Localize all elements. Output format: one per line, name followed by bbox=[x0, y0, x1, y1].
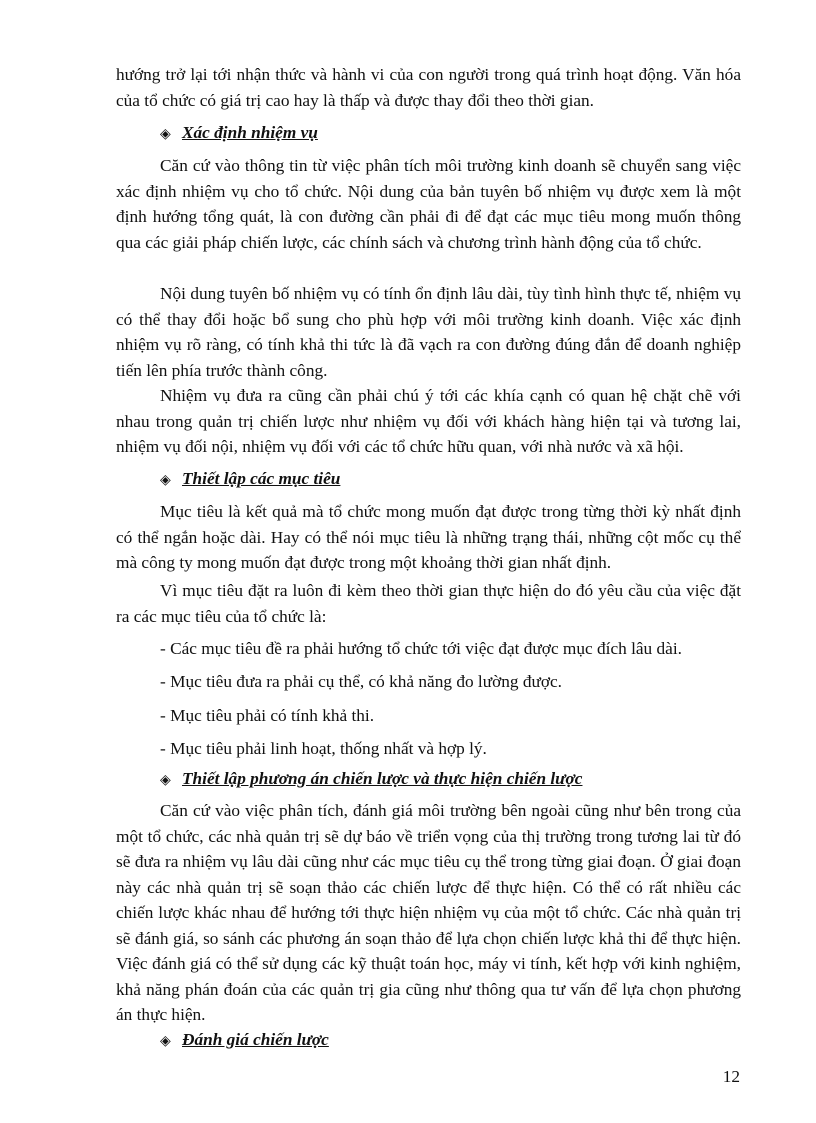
list-item: - Mục tiêu đưa ra phải cụ thể, có khả năng đo lường được. bbox=[160, 672, 562, 691]
section-heading-text: Thiết lập phương án chiến lược và thực hiện chiến lược bbox=[182, 769, 583, 788]
section-heading-objectives bbox=[160, 466, 340, 494]
section-heading-text: Thiết lập các mục tiêu bbox=[182, 469, 341, 488]
section-heading-text: Đánh giá chiến lược bbox=[182, 1030, 329, 1049]
section-heading-evaluation bbox=[160, 1027, 329, 1055]
diamond-bullet-icon: ◈ bbox=[160, 1033, 171, 1049]
diamond-bullet-icon: ◈ bbox=[160, 772, 171, 788]
paragraph: Nội dung tuyên bố nhiệm vụ có tính ổn định lâu dài, tùy tình hình thực tế, nhiệm vụ có thể thay đổi hoặc bổ sung cho phù hợp với môi trường kinh doanh. Việc xác định nhiệm vụ rõ ràng, có tính khả thi tức là đã vạch ra con đường đúng đắn để doanh nghiệp tiến lên phía trước thành công. bbox=[116, 284, 741, 380]
list-item: - Các mục tiêu đề ra phải hướng tổ chức tới việc đạt được mục đích lâu dài. bbox=[160, 639, 682, 658]
paragraph: Căn cứ vào việc phân tích, đánh giá môi trường bên ngoài cũng như bên trong của một tổ chức, các nhà quản trị sẽ dự báo về triển vọng của thị trường trong tương lai từ đó sẽ đưa ra nhiệm vụ lâu dài cũng như các mục tiêu cụ thể trong từng giai đoạn. Ở giai đoạn này các nhà quản trị sẽ soạn thảo các chiến lược để thực hiện. Có thể có rất nhiều các chiến lược khác nhau để hướng tới thực hiện nhiệm vụ của một tổ chức. Các nhà quản trị sẽ đánh giá, so sánh các phương án soạn thảo để lựa chọn chiến lược khả thi để thực hiện. Việc đánh giá có thể sử dụng các kỹ thuật toán học, máy vi tính, kết hợp với kinh nghiệm, khả năng phán đoán của các quản trị gia cũng như thông qua tư vấn để lựa chọn phương án thực hiện. bbox=[116, 801, 741, 1024]
paragraph-continued: hướng trở lại tới nhận thức và hành vi của con người trong quá trình hoạt động. Văn hóa của tổ chức có giá trị cao hay là thấp và được thay đổi theo thời gian. bbox=[116, 65, 741, 110]
section-heading-text: Xác định nhiệm vụ bbox=[182, 123, 318, 142]
paragraph: Căn cứ vào thông tin từ việc phân tích môi trường kinh doanh sẽ chuyển sang việc xác định nhiệm vụ cho tổ chức. Nội dung của bản tuyên bố nhiệm vụ được xem là một định hướng tổng quát, là con đường cần phải đi để đạt các mục tiêu mong muốn thông qua các giải pháp chiến lược, các chính sách và chương trình hành động của tổ chức. bbox=[116, 156, 741, 252]
section-heading-mission bbox=[160, 120, 318, 148]
diamond-bullet-icon: ◈ bbox=[160, 126, 171, 142]
page-number: 12 bbox=[722, 1067, 740, 1086]
diamond-bullet-icon: ◈ bbox=[160, 472, 171, 488]
paragraph: Mục tiêu là kết quả mà tổ chức mong muốn đạt được trong từng thời kỳ nhất định có thể ngắn hoặc dài. Hay có thể nói mục tiêu là những trạng thái, những cột mốc cụ thể mà công ty mong muốn đạt được trong một khoảng thời gian nhất định. bbox=[116, 502, 741, 572]
paragraph: Nhiệm vụ đưa ra cũng cần phải chú ý tới các khía cạnh có quan hệ chặt chẽ với nhau trong quản trị chiến lược như nhiệm vụ đối với khách hàng hiện tại và tương lai, nhiệm vụ đối nội, nhiệm vụ đối với các tổ chức hữu quan, với nhà nước và xã hội. bbox=[116, 386, 741, 456]
paragraph: Vì mục tiêu đặt ra luôn đi kèm theo thời gian thực hiện do đó yêu cầu của việc đặt ra các mục tiêu của tổ chức là: bbox=[116, 581, 741, 626]
list-item: - Mục tiêu phải có tính khả thi. bbox=[160, 706, 375, 725]
section-heading-strategy bbox=[160, 766, 582, 794]
list-item: - Mục tiêu phải linh hoạt, thống nhất và hợp lý. bbox=[160, 739, 487, 758]
